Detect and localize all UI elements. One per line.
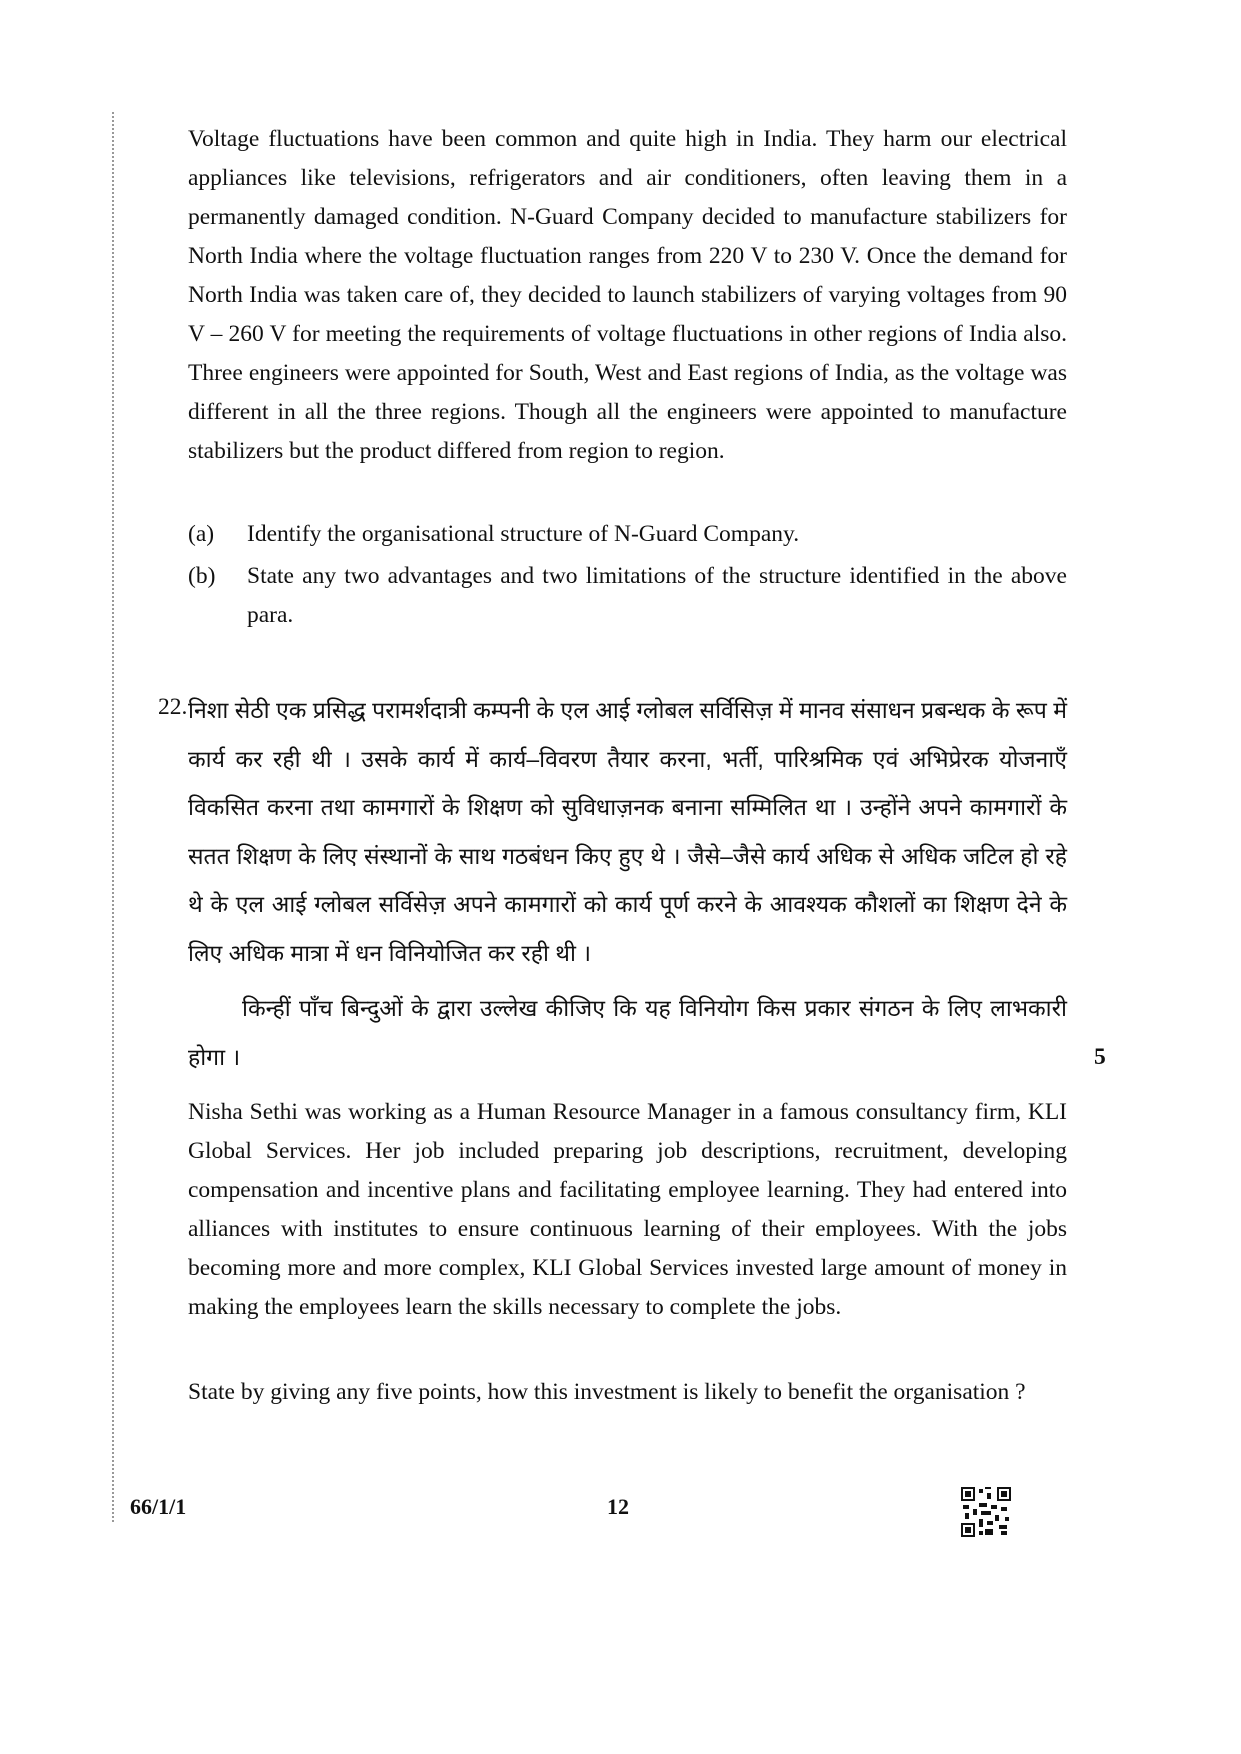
q21-part-b-text: State any two advantages and two limitations of the structure identified in the above para. [247, 563, 1067, 628]
q22-english-question: State by giving any five points, how this investment is likely to benefit the organisation ? [188, 1379, 1026, 1405]
q21-part-a-label: (a) [188, 521, 215, 547]
question-number: 22. [158, 694, 188, 720]
paper-code: 66/1/1 [130, 1494, 187, 1519]
margin-dotted-line [112, 112, 114, 1522]
q21-paragraph: Voltage fluctuations have been common and quite high in India. They harm our electrical appliances like televisions, refrigerators and air conditioners, often leaving them in a permanently damaged condition. N-Guard Company decided to manufacture stabilizers for North India where the voltage fluctuation ranges from 220 V to 230 V. Once the demand for North India was taken care of, they decided to launch stabilizers of varying voltages from 90 V – 260 V for meeting the requirements of voltage fluctuations in other regions of India also. Three engineers were appointed for South, West and East regions of India, as the voltage was different in all the three regions. Though all the engineers were appointed to manufacture stabilizers but the product differed from region to region. [188, 126, 1067, 464]
qr-code-icon [961, 1487, 1011, 1537]
q22-english-paragraph: Nisha Sethi was working as a Human Resource Manager in a famous consultancy firm, KLI Global Services. Her job included preparing job descriptions, recruitment, developing compensation and incentive plans and facilitating employee learning. They had entered into alliances with institutes to ensure continuous learning of their employees. With the jobs becoming more and more complex, KLI Global Services invested large amount of money in making the employees learn the skills necessary to complete the jobs. [188, 1099, 1067, 1320]
page-number: 12 [607, 1494, 629, 1519]
q21-part-b-label: (b) [188, 563, 216, 589]
q22-hindi-question: किन्हीं पाँच बिन्दुओं के द्वारा उल्लेख कीजिए कि यह विनियोग किस प्रकार संगठन के लिए लाभकारी होगा । [188, 995, 1067, 1070]
q21-part-a-text: Identify the organisational structure of N-Guard Company. [247, 521, 800, 547]
q22-hindi-paragraph: निशा सेठी एक प्रसिद्ध परामर्शदात्री कम्पनी के एल आई ग्लोबल सर्विसिज़ में मानव संसाधन प्रबन्धक के रूप में कार्य कर रही थी । उसके कार्य में कार्य–विवरण तैयार करना, भर्ती, पारिश्रमिक एवं अभिप्रेरक योजनाएँ विकसित करना तथा कामगारों के शिक्षण को सुविधाज़नक बनाना सम्मिलित था । उन्होंने अपने कामगारों के सतत शिक्षण के लिए संस्थानों के साथ गठबंधन किए हुए थे । जैसे–जैसे कार्य अधिक से अधिक जटिल हो रहे थे के एल आई ग्लोबल सर्विसेज़ अपने कामगारों को कार्य पूर्ण करने के आवश्यक कौशलों का शिक्षण देने के लिए अधिक मात्रा में धन विनियोजित कर रही थी । [188, 697, 1067, 966]
marks: 5 [1094, 1044, 1106, 1070]
